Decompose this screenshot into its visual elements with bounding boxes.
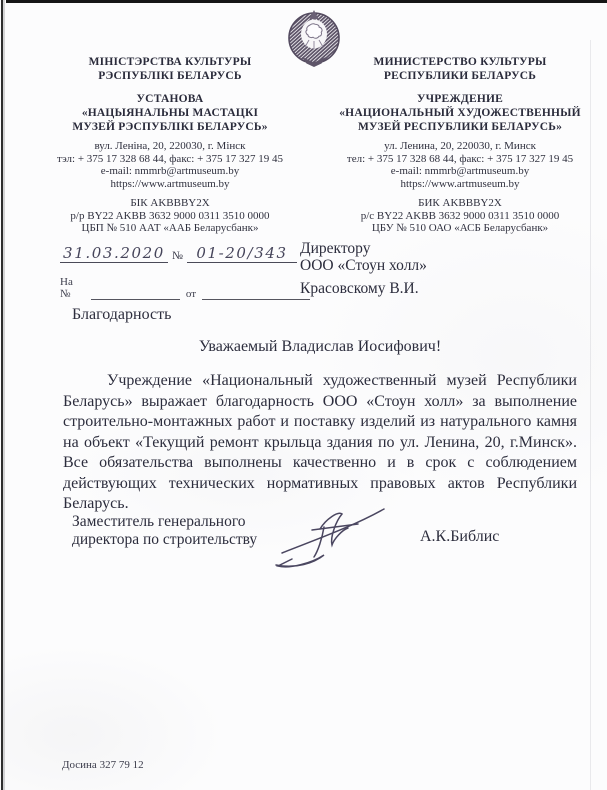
address-by-website: https://www.artmuseum.by: [110, 177, 230, 190]
org-ru-line1: УЧРЕЖДЕНИЕ: [416, 93, 504, 105]
bank-details-by: [36, 197, 304, 235]
ministry-ru-line2: РЕСПУБЛИКИ БЕЛАРУСЬ: [383, 70, 537, 82]
address-block-ru: [334, 140, 586, 190]
org-by-line3: МУЗЕЙ РЭСПУБЛІКІ БЕЛАРУСЬ»: [72, 121, 268, 133]
executor-line: Досина 327 79 12: [62, 759, 144, 771]
addressee-person: Красовскому В.И.: [300, 280, 419, 297]
reply-from-label: от: [185, 288, 197, 300]
reply-number-blank: [91, 287, 180, 300]
reply-date-blank: [202, 287, 310, 300]
signer-position: [72, 513, 257, 548]
org-ru-line2: «НАЦИОНАЛЬНЫЙ ХУДОЖЕСТВЕННЫЙ: [339, 107, 581, 119]
organization-name-by: [36, 92, 304, 134]
signer-name: А.К.Библис: [420, 528, 500, 545]
ministry-name-ru: [334, 55, 586, 83]
addressee-company: ООО «Стоун холл»: [300, 257, 427, 274]
signer-position-line2: директора по строительству: [72, 530, 258, 548]
signature-scrawl-icon: [262, 497, 412, 575]
letter-body: Учреждение «Национальный художественный музей Республики Беларусь» выражает благодарность ООО «Стоун холл» за выполнение строительно-монтажных работ и поставку изделий из натурального камня на объект «Текущий ремонт крыльца здания по ул. Ленина, 20, г.Минск». Все обязательства выполнены качественно и в срок с соблюдением действующих технических нормативных правовых актов Республики Беларусь.: [63, 372, 577, 512]
ministry-ru-line1: МИНИСТЕРСТВО КУЛЬТУРЫ: [373, 56, 547, 68]
organization-name-ru: [334, 92, 586, 134]
address-block-by: [36, 140, 304, 190]
org-by-line2: «НАЦЫЯНАЛЬНЫ МАСТАЦКІ: [81, 107, 259, 119]
address-by-street: вул. Леніна, 20, 220030, г. Мінск: [94, 140, 246, 152]
reference-block: [60, 241, 310, 300]
scan-edge-top: [6, 0, 607, 3]
addressee-title: Директору: [300, 240, 371, 257]
bank-by-account: р/р BY22 AKBB 3632 9000 0311 3510 0000: [70, 209, 270, 222]
address-ru-website: https://www.artmuseum.by: [400, 177, 520, 190]
header-column-russian: [334, 55, 586, 235]
address-by-email: e-mail: nmmrb@artmuseum.by: [100, 165, 240, 177]
ministry-name-by: [36, 55, 304, 83]
letter-subject: Благодарность: [72, 306, 172, 323]
reply-prefix-label: На №: [60, 276, 73, 300]
ministry-by-line2: РЭСПУБЛІКІ БЕЛАРУСЬ: [98, 70, 242, 82]
bank-ru-bic: БИК AKBBBY2X: [418, 197, 502, 209]
signer-position-line1: Заместитель генерального: [72, 513, 246, 530]
date-number-line: [60, 241, 310, 263]
date-handwritten: 31.03.2020: [60, 244, 168, 263]
outgoing-number-handwritten: 01-20/343: [187, 244, 297, 263]
bank-by-bic: БІК AKBBBY2X: [130, 197, 210, 209]
scan-edge-right: [590, 40, 591, 790]
address-by-phone: тэл: + 375 17 328 68 44, факс: + 375 17 327 19 45: [56, 152, 284, 165]
bank-by-branch: ЦБП № 510 ААТ «ААБ Беларусбанк»: [81, 222, 259, 234]
ministry-by-line1: МІНІСТЭРСТВА КУЛЬТУРЫ: [88, 56, 252, 68]
bank-ru-account: р/с BY22 AKBB 3632 9000 0311 3510 0000: [360, 209, 560, 222]
header-column-belarusian: [36, 55, 304, 235]
scan-edge-left-shadow: [3, 0, 5, 790]
address-ru-email: e-mail: nmmrb@artmuseum.by: [390, 165, 530, 177]
bank-details-ru: [334, 197, 586, 235]
address-ru-street: ул. Ленина, 20, 220030, г. Минск: [384, 140, 536, 152]
number-sign-label: №: [172, 250, 183, 262]
org-ru-line3: МУЗЕЙ РЕСПУБЛИКИ БЕЛАРУСЬ»: [357, 121, 563, 133]
reply-reference-line: [60, 276, 310, 300]
address-ru-phone: тел: + 375 17 328 68 44, факс: + 375 17 327 19 45: [346, 152, 574, 165]
bank-ru-branch: ЦБУ № 510 ОАО «АСБ Беларусбанк»: [371, 222, 549, 234]
addressee-block: [300, 240, 530, 297]
org-by-line1: УСТАНОВА: [136, 93, 204, 105]
salutation: Уважаемый Владислав Иосифович!: [198, 338, 442, 355]
